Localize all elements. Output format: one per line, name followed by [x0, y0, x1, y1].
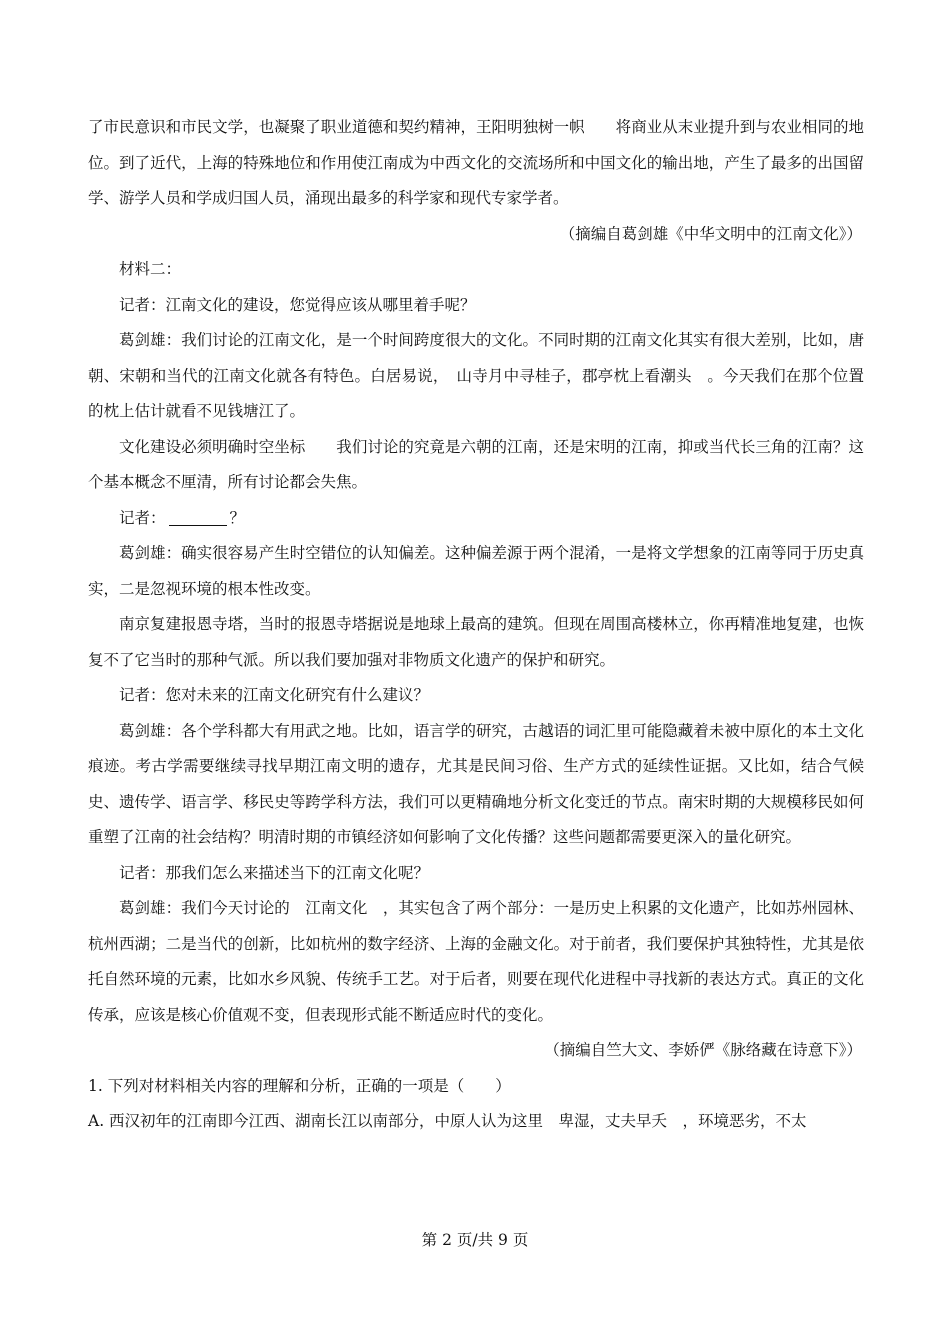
paragraph: 记者：那我们怎么来描述当下的江南文化呢？	[119, 863, 430, 882]
section-heading: 材料二：	[119, 260, 182, 278]
paragraph: 葛剑雄：我们讨论的江南文化，是一个时间跨度很大的文化。不同时期的江南文化其实有很大差别，比如，唐朝、宋朝和当代的江南文化就各有特色。白居易说， 山寺月中寻桂子，郡亭枕上看潮头 。今天我们在那个位置的枕上估计就看不见钱塘江了。	[88, 331, 864, 420]
paragraph-with-blank	[88, 501, 864, 537]
option-a: A. 西汉初年的江南即今江西、湖南长江以南部分，中原人认为这里 卑湿，丈夫早夭 ，环境恶劣，不太	[88, 1112, 807, 1130]
page-number: 第 2 页/共 9 页	[421, 1231, 529, 1249]
paragraph: 葛剑雄：我们今天讨论的 江南文化 ，其实包含了两个部分：一是历史上积累的文化遗产，比如苏州园林、杭州西湖；二是当代的创新，比如杭州的数字经济、上海的金融文化。对于前者，我们要保护其独特性，尤其是依托自然环境的元素，比如水乡风貌、传统手工艺。对于后者，则要在现代化进程中寻找新的表达方式。真正的文化传承，应该是核心价值观不变，但表现形式能不断适应时代的变化。	[88, 899, 864, 1024]
paragraph: 了市民意识和市民文学，也凝聚了职业道德和契约精神，王阳明独树一帜 将商业从末业提升到与农业相同的地位。到了近代，上海的特殊地位和作用使江南成为中西文化的交流场所和中国文化的输出地，产生了最多的出国留学、游学人员和学成归国人员，涌现出最多的科学家和现代专家学者。	[88, 118, 864, 207]
paragraph: 南京复建报恩寺塔，当时的报恩寺塔据说是地球上最高的建筑。但现在周围高楼林立，你再精准地复建，也恢复不了它当时的那种气派。所以我们要加强对非物质文化遗产的保护和研究。	[88, 615, 864, 669]
paragraph: 记者：江南文化的建设，您觉得应该从哪里着手呢？	[119, 295, 476, 314]
paragraph: 葛剑雄：确实很容易产生时空错位的认知偏差。这种偏差源于两个混淆，一是将文学想象的江南等同于历史真实，二是忽视环境的根本性改变。	[88, 544, 864, 598]
source-citation: （摘编自竺大文、李娇俨《脉络藏在诗意下》）	[544, 1041, 862, 1059]
question-stem: 1. 下列对材料相关内容的理解和分析，正确的一项是（ ）	[88, 1076, 511, 1095]
paragraph: 记者：您对未来的江南文化研究有什么建议？	[119, 686, 430, 704]
question-mark: ？	[229, 508, 246, 527]
speaker-label: 记者：	[119, 508, 166, 527]
document-body	[88, 110, 864, 1140]
answer-blank	[169, 509, 227, 526]
source-citation: （摘编自葛剑雄《中华文明中的江南文化》）	[559, 224, 862, 243]
paragraph: 文化建设必须明确时空坐标 我们讨论的究竟是六朝的江南，还是宋明的江南，抑或当代长三角的江南？这个基本概念不厘清，所有讨论都会失焦。	[88, 437, 864, 491]
paragraph: 葛剑雄：各个学科都大有用武之地。比如，语言学的研究，古越语的词汇里可能隐藏着未被中原化的本土文化痕迹。考古学需要继续寻找早期江南文明的遗存，尤其是民间习俗、生产方式的延续性证据。又比如，结合气候史、遗传学、语言学、移民史等跨学科方法，我们可以更精确地分析文化变迁的节点。南宋时期的大规模移民如何重塑了江南的社会结构？明清时期的市镇经济如何影响了文化传播？这些问题都需要更深入的量化研究。	[88, 721, 864, 846]
